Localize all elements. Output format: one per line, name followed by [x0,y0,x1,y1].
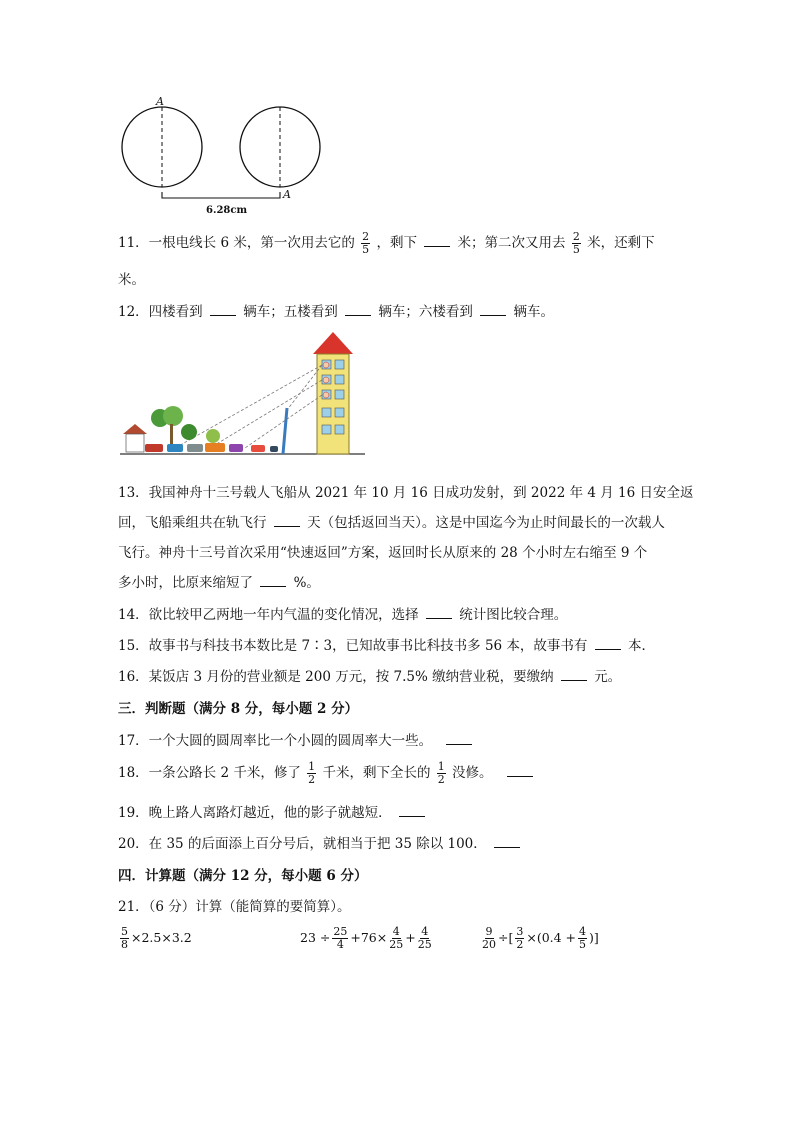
q21-e3-c: )] [589,930,599,945]
q21-e1-rest: ×2.5×3.2 [131,930,192,945]
question-15 [118,634,655,654]
q21-expression-1 [118,926,192,951]
q16-text-2: 元。 [594,669,622,685]
q14-blank[interactable] [426,606,452,619]
q12-text-4: 辆车。 [513,304,554,320]
question-13-line-1 [118,481,694,501]
q21-e1-fraction: $\frac{5}{8}$ [121,925,128,951]
tower-roof [313,332,353,354]
q21-e2-a: 23 ÷ [300,930,331,945]
q14-text-1: 14．欲比较甲乙两地一年内气温的变化情况，选择 [118,607,419,623]
point-label-a-top: A [156,95,164,108]
q12-blank-3[interactable] [480,303,506,316]
q16-text-1: 16．某饭店 3 月份的营业额是 200 万元，按 7.5% 缴纳营业税，要缴纳 [118,669,554,685]
q11-fraction-1: $\frac{2}{5}$ [362,230,370,256]
q21-e3-b: ×(0.4 + [526,930,577,945]
q15-blank[interactable] [595,637,621,650]
q21-e2-fraction-3: $\frac{4}{25}$ [417,925,432,951]
q14-text-2: 统计图比较合理。 [459,607,568,623]
lamp-post [283,408,287,454]
q11-text-5: 米。 [118,272,145,288]
q12-text-1: 12．四楼看到 [118,304,203,320]
q15-text-1: 15．故事书与科技书本数比是 7∶3，已知故事书比科技书多 56 本，故事书有 [118,638,588,654]
q21-e3-fraction-1: $\frac{9}{20}$ [482,925,496,951]
q13-text-4a: 多小时，比原来缩短了 [118,575,253,591]
question-13-line-2 [118,511,665,531]
distance-bracket [162,192,280,198]
question-13-line-4 [118,571,320,591]
q13-text-4b: %。 [293,575,320,591]
q12-blank-1[interactable] [210,303,236,316]
q21-e2-c: + [405,930,416,945]
q17-text: 17．一个大圆的圆周率比一个小圆的圆周率大一些。 [118,733,433,749]
q21-e3-fraction-2: $\frac{3}{2}$ [516,925,524,951]
question-11-cont [118,268,145,288]
q11-fraction-2: $\frac{2}{5}$ [572,230,580,256]
q12-text-3: 辆车；六楼看到 [378,304,473,320]
q21-e2-b: +76× [350,930,388,945]
q13-text-1: 13．我国神舟十三号载人飞船从 2021 年 10 月 16 日成功发射，到 2022 年 4 月 16 日安全返 [118,485,694,501]
section-4-heading: 四．计算题（满分 12 分，每小题 6 分） [118,868,368,884]
q21-expression-3 [480,926,599,951]
question-12 [118,300,554,320]
circles-figure [112,92,342,222]
q18-fraction-1: $\frac{1}{2}$ [308,760,316,786]
q20-blank[interactable] [494,835,520,848]
q11-text-2: ，剩下 [376,235,417,251]
car-1 [145,444,163,452]
q18-text-3: 没修。 [452,765,493,781]
q12-blank-2[interactable] [345,303,371,316]
q21-e3-fraction-3: $\frac{4}{5}$ [579,925,587,951]
q12-text-2: 辆车；五楼看到 [243,304,338,320]
q19-text: 19．晚上路人离路灯越近，他的影子就越短． [118,805,392,821]
q13-blank-2[interactable] [260,574,286,587]
question-19 [118,801,428,821]
section-3-heading: 三．判断题（满分 8 分，每小题 2 分） [118,701,359,717]
q18-fraction-2: $\frac{1}{2}$ [437,760,445,786]
q18-text-1: 18．一条公路长 2 千米，修了 [118,765,301,781]
car-7 [270,446,278,452]
left-circle [122,107,202,187]
q13-text-3: 飞行。神舟十三号首次采用“快速返回”方案，返回时长从原来的 28 个小时左右缩至 9 个 [118,545,648,561]
q13-blank-1[interactable] [274,514,300,527]
car-5 [229,444,243,452]
q15-text-2: 本． [628,638,656,654]
q18-blank[interactable] [507,764,533,777]
car-2 [167,444,183,452]
q18-text-2: 千米，剩下全长的 [322,765,431,781]
question-18 [118,761,536,786]
q11-text-1: 11．一根电线长 6 米，第一次用去它的 [118,235,355,251]
q21-e3-a: ÷[ [498,930,514,945]
q20-text: 20．在 35 的后面添上百分号后，就相当于把 35 除以 100． [118,836,487,852]
q21-e2-fraction-2: $\frac{4}{25}$ [389,925,404,951]
tower-illustration [115,330,375,462]
question-21-intro: 21．（6 分）计算（能简算的要简算）。 [118,899,351,915]
question-16 [118,665,621,685]
q11-text-4: 米，还剩下 [587,235,655,251]
q16-blank[interactable] [561,668,587,681]
q13-text-2a: 回，飞船乘组共在轨飞行 [118,515,267,531]
question-17 [118,729,475,749]
q11-text-3: 米；第二次又用去 [457,235,566,251]
question-13-line-3 [118,541,647,561]
car-6 [251,445,265,452]
question-14 [118,603,567,623]
q21-e2-fraction-1: $\frac{25}{4}$ [333,925,348,951]
q11-blank-1[interactable] [424,234,450,247]
distance-label: 6.28cm [206,205,248,216]
car-4 [205,443,225,452]
right-circle [240,107,320,187]
question-20 [118,832,523,852]
q19-blank[interactable] [399,804,425,817]
question-11 [118,231,655,256]
q13-text-2b: 天（包括返回当天）。这是中国迄今为止时间最长的一次载人 [307,515,665,531]
point-label-a-bottom: A [283,188,291,201]
q21-expression-2 [300,926,434,951]
car-3 [187,444,203,452]
q17-blank[interactable] [446,732,472,745]
